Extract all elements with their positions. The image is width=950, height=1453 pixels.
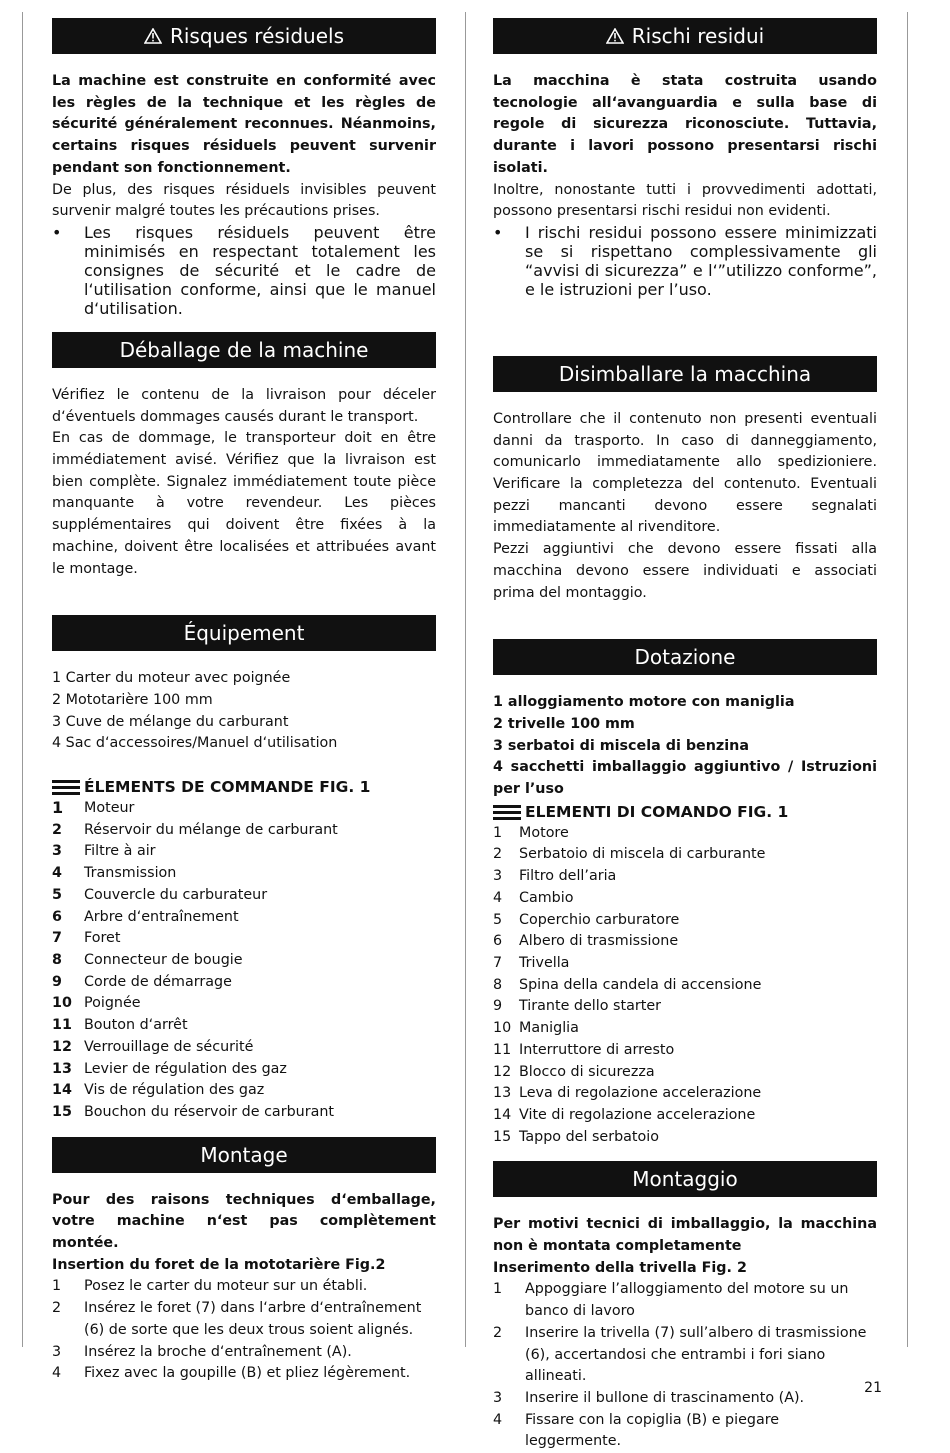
fr-unpacking-text: Vérifiez le contenu de la livraison pour déceler d‘éventuels dommages causés durant le transport. En cas de dommage, le transporteur doit en être immédiatement avisé. Vérifiez que la livraison est bien complète. Signalez immédiatement toute pièce manquante à votre revendeur. Les pièces supplémentaires qui doivent être fixées à la machine, doivent être localisées et attribuées avant le montage. xyxy=(52,386,436,577)
right-margin-rule xyxy=(907,12,908,1347)
list-item: 4 Transmission xyxy=(52,865,177,882)
it-assembly-steps xyxy=(493,1279,877,1453)
list-item: 2 Serbatoio di miscela di carburante xyxy=(493,846,766,863)
list-item: 3 Filtro dell’aria xyxy=(493,868,617,885)
list-item: 1 Motore xyxy=(493,824,569,841)
list-item: 4 Fissare con la copiglia (B) e piegare leggermente. xyxy=(493,1411,780,1450)
list-item: 1 Carter du moteur avec poignée xyxy=(52,670,291,687)
list-item: 3 serbatoi di miscela di benzina xyxy=(493,737,749,754)
list-item: 6 Arbre d‘entraînement xyxy=(52,908,239,925)
it-residual-para: Inoltre, nonostante tutti i provvedimenti adottati, possono presentarsi rischi residui non evidenti. xyxy=(493,181,877,220)
fr-residual-intro: La machine est construite en conformité avec les règles de la technique et les règles de sécurité généralement reconnues. Néanmoins, certains risques résiduels peuvent survenir pendant son fonctionnement. xyxy=(52,73,436,176)
list-item: 2 Réservoir du mélange de carburant xyxy=(52,821,338,838)
it-controls-title: ELEMENTI DI COMANDO FIG. 1 xyxy=(525,802,789,821)
warning-icon xyxy=(606,18,624,54)
list-item: 1 Appoggiare l’alloggiamento del motore su un banco di lavoro xyxy=(493,1281,849,1320)
fr-assembly-subtitle: Insertion du foret de la mototarière Fig.2 xyxy=(52,1256,386,1273)
it-assembly-subtitle: Inserimento della trivella Fig. 2 xyxy=(493,1259,747,1276)
fr-equipment-list xyxy=(52,668,436,755)
fr-assembly-header xyxy=(52,1137,436,1173)
fr-assembly-intro: Pour des raisons techniques d‘emballage, votre machine n‘est pas complètement montée. xyxy=(52,1191,436,1252)
it-residual-header xyxy=(493,18,877,54)
list-item: 7 Trivella xyxy=(493,954,570,971)
list-item: 13 Leva di regolazione accelerazione xyxy=(493,1085,762,1102)
list-item: 13 Levier de régulation des gaz xyxy=(52,1060,287,1077)
list-item: 3 Insérez la broche d‘entraînement (A). xyxy=(52,1343,352,1360)
it-unpacking-header xyxy=(493,356,877,392)
list-item: 9 Tirante dello starter xyxy=(493,998,661,1015)
menu-lines-icon xyxy=(52,779,80,795)
fr-controls-heading xyxy=(52,776,436,798)
fr-equipment-title: Équipement xyxy=(183,621,305,646)
list-item: 11 Bouton d‘arrêt xyxy=(52,1017,188,1034)
fr-residual-para: De plus, des risques résiduels invisibles peuvent survenir malgré toutes les précautions prises. xyxy=(52,181,436,220)
list-item: 15 Bouchon du réservoir de carburant xyxy=(52,1103,335,1120)
left-margin-rule xyxy=(22,12,23,1347)
list-item: 4 Cambio xyxy=(493,889,574,906)
list-item: 3 Filtre à air xyxy=(52,843,156,860)
list-item: 10 Maniglia xyxy=(493,1020,579,1037)
fr-residual-title: Risques résiduels xyxy=(169,24,345,48)
fr-residual-header xyxy=(52,18,436,54)
it-residual-bullet-text: I rischi residui possono essere minimizzati se si rispettano complessivamente gli “avvisi di sicurezza” e l‘”utilizzo conforme”, e le istruzioni per l’uso. xyxy=(525,222,877,299)
list-item: 4 sacchetti imballaggio aggiuntivo / Istruzioni per l’uso xyxy=(493,759,877,798)
it-assembly-header xyxy=(493,1161,877,1197)
list-item: 2 Mototarière 100 mm xyxy=(52,691,213,708)
fr-unpacking-header xyxy=(52,332,436,368)
fr-controls-title: ÉLEMENTS DE COMMANDE FIG. 1 xyxy=(84,778,371,797)
page-number: 21 xyxy=(864,1380,882,1396)
fr-equipment-header xyxy=(52,615,436,651)
it-equipment-list xyxy=(493,692,877,801)
list-item: 14 Vite di regolazione accelerazione xyxy=(493,1106,756,1123)
list-item: 2 Insérez le foret (7) dans l‘arbre d‘entraînement (6) de sorte que les deux trous soient alignés. xyxy=(52,1300,422,1338)
list-item: 14 Vis de régulation des gaz xyxy=(52,1082,265,1099)
it-controls-list xyxy=(493,823,877,1149)
it-residual-intro: La macchina è stata costruita usando tecnologie all‘avanguardia e sulla base di regole di sicurezza riconosciute. Tuttavia, durante i lavori possono presentarsi rischi isolati. xyxy=(493,73,877,176)
list-item: 8 Spina della candela di accensione xyxy=(493,976,762,993)
it-equipment-header xyxy=(493,639,877,675)
list-item: 5 Couvercle du carburateur xyxy=(52,886,268,903)
list-item: 4 Fixez avec la goupille (B) et pliez légèrement. xyxy=(52,1365,411,1382)
list-item: 6 Albero di trasmissione xyxy=(493,933,679,950)
list-item: 10 Poignée xyxy=(52,995,141,1012)
list-item: 1 Posez le carter du moteur sur un établi. xyxy=(52,1278,368,1295)
menu-lines-icon xyxy=(493,804,521,820)
fr-assembly-steps xyxy=(52,1276,436,1385)
fr-residual-bullet: • Les risques résiduels peuvent être minimisés en respectant totalement les consignes de sécurité et le cadre de l‘utilisation conforme, ainsi que le manuel d‘utilisation. xyxy=(52,222,436,318)
it-assembly-intro: Per motivi tecnici di imballaggio, la macchina non è montata completamente xyxy=(493,1216,877,1255)
italian-column xyxy=(493,18,877,1453)
list-item: 12 Verrouillage de sécurité xyxy=(52,1038,254,1055)
it-assembly-title: Montaggio xyxy=(632,1167,738,1192)
warning-icon xyxy=(144,18,162,54)
it-unpacking-title: Disimballare la macchina xyxy=(558,361,812,386)
list-item: 9 Corde de démarrage xyxy=(52,973,232,990)
list-item: 4 Sac d‘accessoires/Manuel d‘utilisation xyxy=(52,735,338,752)
list-item: 3 Cuve de mélange du carburant xyxy=(52,713,289,730)
list-item: 8 Connecteur de bougie xyxy=(52,951,243,968)
list-item: 2 trivelle 100 mm xyxy=(493,715,635,732)
list-item: 7 Foret xyxy=(52,930,121,947)
fr-residual-bullet-text: Les risques résiduels peuvent être minimisés en respectant totalement les consignes de sécurité et le cadre de l‘utilisation conforme, ainsi que le manuel d‘utilisation. xyxy=(84,222,436,318)
list-item: 1 Moteur xyxy=(52,798,135,818)
fr-assembly-title: Montage xyxy=(200,1142,288,1167)
center-divider xyxy=(465,12,466,1347)
it-equipment-title: Dotazione xyxy=(634,645,736,670)
it-residual-bullet: • I rischi residui possono essere minimizzati se si rispettano complessivamente gli “avvisi di sicurezza” e l‘”utilizzo conforme”, e le istruzioni per l’uso. xyxy=(493,222,877,299)
fr-controls-list xyxy=(52,798,436,1124)
it-controls-heading xyxy=(493,801,877,823)
list-item: 3 Inserire il bullone di trascinamento (A). xyxy=(493,1389,805,1406)
list-item: 12 Blocco di sicurezza xyxy=(493,1063,655,1080)
it-unpacking-text: Controllare che il contenuto non presenti eventuali danni da trasporto. In caso di danneggiamento, comunicarlo immediatamente allo spedizioniere. Verificare la completezza del contenuto. Eventuali pezzi mancanti devono essere segnalati immediatamente al rivenditore. Pezzi aggiuntivi che devono essere fissati alla macchina devono essere individuati e associati prima del montaggio. xyxy=(493,410,877,601)
list-item: 2 Inserire la trivella (7) sull’albero di trasmissione (6), accertandosi che entrambi i fori siano allineati. xyxy=(493,1324,867,1385)
fr-unpacking-title: Déballage de la machine xyxy=(119,337,369,362)
french-column xyxy=(52,18,436,1385)
list-item: 15 Tappo del serbatoio xyxy=(493,1128,659,1145)
list-item: 1 alloggiamento motore con maniglia xyxy=(493,694,795,711)
list-item: 11 Interruttore di arresto xyxy=(493,1041,675,1058)
it-residual-title: Rischi residui xyxy=(631,24,765,48)
list-item: 5 Coperchio carburatore xyxy=(493,911,680,928)
